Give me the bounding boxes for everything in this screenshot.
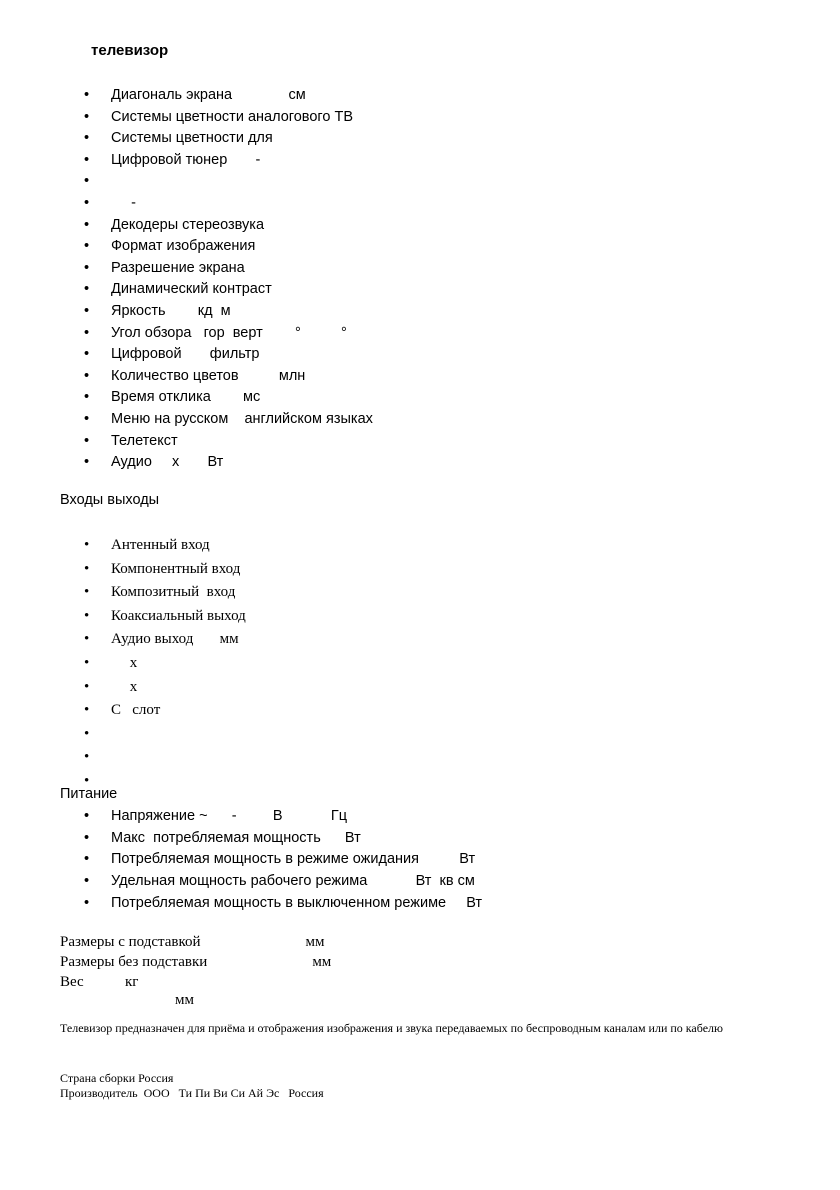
list-item (84, 171, 373, 193)
list-item: • Разрешение экрана (84, 258, 373, 280)
list-item: • Удельная мощность рабочего режима Вт кв см (84, 871, 482, 893)
list-item: • Яркость кд м (84, 301, 373, 323)
list-item (84, 723, 246, 747)
dimensions-block (60, 932, 331, 992)
power-heading: Питание (60, 786, 118, 802)
list-item: • Цифровой фильтр (84, 344, 373, 366)
list-item: • Системы цветности для (84, 128, 373, 150)
list-item: • Диагональ экрана см (84, 85, 373, 107)
list-item: • Потребляемая мощность в выключенном режиме Вт (84, 893, 482, 915)
dims-with-stand: Размеры с подставкой мм (60, 934, 325, 950)
list-item: • Телетекст (84, 431, 373, 453)
list-item: • - (84, 193, 373, 215)
document-title: телевизор (91, 42, 169, 59)
assembly-country: Страна сборки Россия (60, 1071, 174, 1085)
list-item: • Аудио х Вт (84, 452, 373, 474)
list-item: • Системы цветности аналогового ТВ (84, 107, 373, 129)
list-item: • Напряжение ~ - В Гц (84, 806, 482, 828)
list-item: • Декодеры стереозвука (84, 215, 373, 237)
dims-extra-unit: мм (175, 992, 194, 1008)
list-item: • Количество цветов млн (84, 366, 373, 388)
list-item (84, 746, 246, 770)
list-item: • Композитный вход (84, 581, 246, 605)
list-item: • Время отклика мс (84, 387, 373, 409)
list-item: • х (84, 676, 246, 700)
list-item: • С слот (84, 699, 246, 723)
specs-list (84, 85, 373, 474)
description-paragraph: Телевизор предназначен для приёма и отображения изображения и звука передаваемых по беспроводным каналам или по кабелю (60, 1021, 723, 1035)
list-item: • Меню на русском английском языках (84, 409, 373, 431)
list-item: • Цифровой тюнер - (84, 150, 373, 172)
list-item: • Динамический контраст (84, 279, 373, 301)
list-item: • Угол обзора гор верт ° ° (84, 323, 373, 345)
io-list (84, 534, 246, 794)
list-item: • Макс потребляемая мощность Вт (84, 828, 482, 850)
weight: Вес кг (60, 974, 139, 990)
power-list (84, 806, 482, 914)
list-item: • Аудио выход мм (84, 628, 246, 652)
list-item: • Коаксиальный выход (84, 605, 246, 629)
list-item: • Потребляемая мощность в режиме ожидания Вт (84, 849, 482, 871)
list-item: • х (84, 652, 246, 676)
manufacturer: Производитель ООО Ти Пи Ви Си Ай Эс Россия (60, 1086, 324, 1100)
list-item: • Компонентный вход (84, 558, 246, 582)
io-heading: Входы выходы (60, 492, 160, 508)
origin-block (60, 1071, 324, 1101)
list-item: • Антенный вход (84, 534, 246, 558)
dims-without-stand: Размеры без подставки мм (60, 954, 332, 970)
list-item: • Формат изображения (84, 236, 373, 258)
